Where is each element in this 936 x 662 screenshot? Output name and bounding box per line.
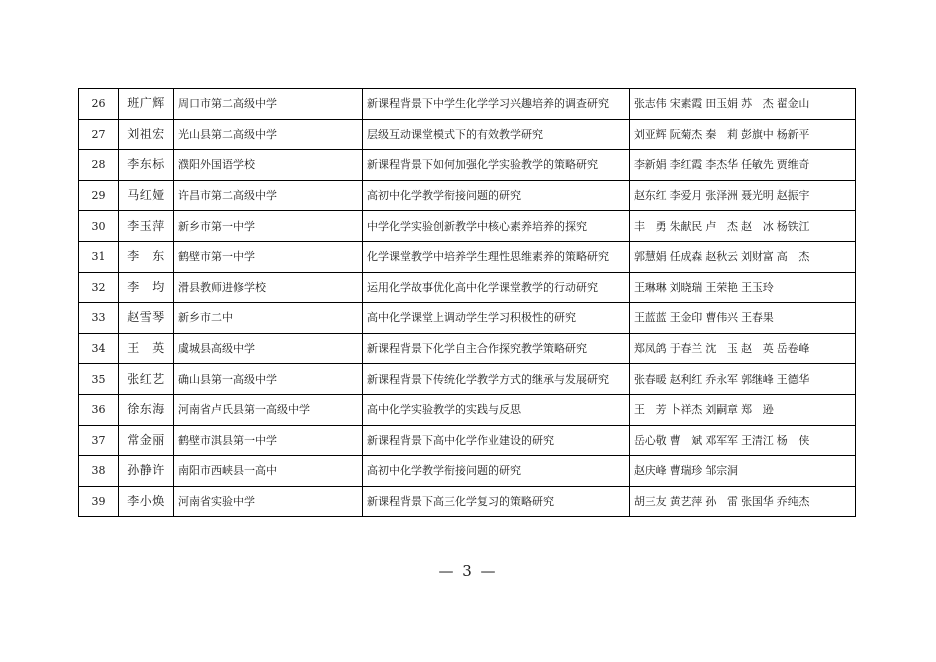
project-table: [78, 88, 856, 517]
table-row: [79, 394, 856, 425]
row-number: 31: [79, 241, 119, 272]
team-members: 岳心敬 曹 斌 邓军军 王清江 杨 侠: [630, 425, 856, 456]
team-members: 赵东红 李爱月 张泽洲 聂光明 赵振宇: [630, 180, 856, 211]
project-title: 高初中化学教学衔接问题的研究: [363, 456, 630, 487]
row-number: 27: [79, 119, 119, 150]
project-title: 化学课堂教学中培养学生理性思维素养的策略研究: [363, 241, 630, 272]
team-members: 张春暖 赵利红 乔永军 郭继峰 王德华: [630, 364, 856, 395]
table-row: [79, 333, 856, 364]
row-number: 35: [79, 364, 119, 395]
leader-name: 李 东: [119, 241, 174, 272]
table-row: [79, 180, 856, 211]
row-number: 26: [79, 89, 119, 120]
school-name: 鹤壁市淇县第一中学: [174, 425, 363, 456]
row-number: 39: [79, 486, 119, 517]
school-name: 南阳市西峡县一高中: [174, 456, 363, 487]
school-name: 新乡市二中: [174, 303, 363, 334]
row-number: 32: [79, 272, 119, 303]
project-title: 运用化学故事优化高中化学课堂教学的行动研究: [363, 272, 630, 303]
row-number: 37: [79, 425, 119, 456]
school-name: 河南省卢氏县第一高级中学: [174, 394, 363, 425]
project-table-body: [79, 89, 856, 517]
table-row: [79, 272, 856, 303]
row-number: 29: [79, 180, 119, 211]
school-name: 光山县第二高级中学: [174, 119, 363, 150]
leader-name: 赵雪琴: [119, 303, 174, 334]
table-row: [79, 456, 856, 487]
school-name: 滑县教师进修学校: [174, 272, 363, 303]
leader-name: 常金丽: [119, 425, 174, 456]
row-number: 28: [79, 150, 119, 181]
school-name: 濮阳外国语学校: [174, 150, 363, 181]
table-row: [79, 364, 856, 395]
table-row: [79, 425, 856, 456]
project-title: 高初中化学教学衔接问题的研究: [363, 180, 630, 211]
row-number: 34: [79, 333, 119, 364]
project-title: 新课程背景下如何加强化学实验教学的策略研究: [363, 150, 630, 181]
leader-name: 班广辉: [119, 89, 174, 120]
school-name: 许昌市第二高级中学: [174, 180, 363, 211]
leader-name: 刘祖宏: [119, 119, 174, 150]
row-number: 38: [79, 456, 119, 487]
leader-name: 徐东海: [119, 394, 174, 425]
table-row: [79, 303, 856, 334]
project-table-container: [78, 88, 855, 517]
team-members: 丰 勇 朱献民 卢 杰 赵 冰 杨铁江: [630, 211, 856, 242]
team-members: 赵庆峰 曹瑞珍 邹宗洞: [630, 456, 856, 487]
team-members: 胡三友 黄艺萍 孙 雷 张国华 乔纯杰: [630, 486, 856, 517]
page-number: — 3 —: [438, 562, 498, 580]
project-title: 高中化学实验教学的实践与反思: [363, 394, 630, 425]
leader-name: 李小焕: [119, 486, 174, 517]
project-title: 中学化学实验创新教学中核心素养培养的探究: [363, 211, 630, 242]
school-name: 鹤壁市第一中学: [174, 241, 363, 272]
team-members: 王蓝蓝 王金印 曹伟兴 王春果: [630, 303, 856, 334]
team-members: 刘亚辉 阮菊杰 秦 莉 彭旗中 杨新平: [630, 119, 856, 150]
leader-name: 李玉萍: [119, 211, 174, 242]
team-members: 王琳琳 刘晓瑞 王荣艳 王玉玲: [630, 272, 856, 303]
row-number: 36: [79, 394, 119, 425]
project-title: 高中化学课堂上调动学生学习积极性的研究: [363, 303, 630, 334]
project-title: 新课程背景下化学自主合作探究教学策略研究: [363, 333, 630, 364]
table-row: [79, 211, 856, 242]
leader-name: 李东标: [119, 150, 174, 181]
project-title: 新课程背景下中学生化学学习兴趣培养的调查研究: [363, 89, 630, 120]
leader-name: 王 英: [119, 333, 174, 364]
project-title: 新课程背景下高三化学复习的策略研究: [363, 486, 630, 517]
row-number: 30: [79, 211, 119, 242]
leader-name: 李 均: [119, 272, 174, 303]
school-name: 虞城县高级中学: [174, 333, 363, 364]
team-members: 张志伟 宋素霞 田玉娟 苏 杰 翟金山: [630, 89, 856, 120]
leader-name: 张红艺: [119, 364, 174, 395]
leader-name: 孙静许: [119, 456, 174, 487]
table-row: [79, 89, 856, 120]
project-title: 层级互动课堂模式下的有效教学研究: [363, 119, 630, 150]
school-name: 确山县第一高级中学: [174, 364, 363, 395]
school-name: 周口市第二高级中学: [174, 89, 363, 120]
team-members: 郭慧娟 任成森 赵秋云 刘财富 高 杰: [630, 241, 856, 272]
team-members: 李新娟 李红霞 李杰华 任敏先 贾维奇: [630, 150, 856, 181]
school-name: 河南省实验中学: [174, 486, 363, 517]
row-number: 33: [79, 303, 119, 334]
table-row: [79, 150, 856, 181]
team-members: 郑凤鸽 于春兰 沈 玉 赵 英 岳卷峰: [630, 333, 856, 364]
table-row: [79, 486, 856, 517]
project-title: 新课程背景下高中化学作业建设的研究: [363, 425, 630, 456]
leader-name: 马红娅: [119, 180, 174, 211]
school-name: 新乡市第一中学: [174, 211, 363, 242]
project-title: 新课程背景下传统化学教学方式的继承与发展研究: [363, 364, 630, 395]
table-row: [79, 241, 856, 272]
table-row: [79, 119, 856, 150]
team-members: 王 芳 卜祥杰 刘嗣章 郑 逊: [630, 394, 856, 425]
